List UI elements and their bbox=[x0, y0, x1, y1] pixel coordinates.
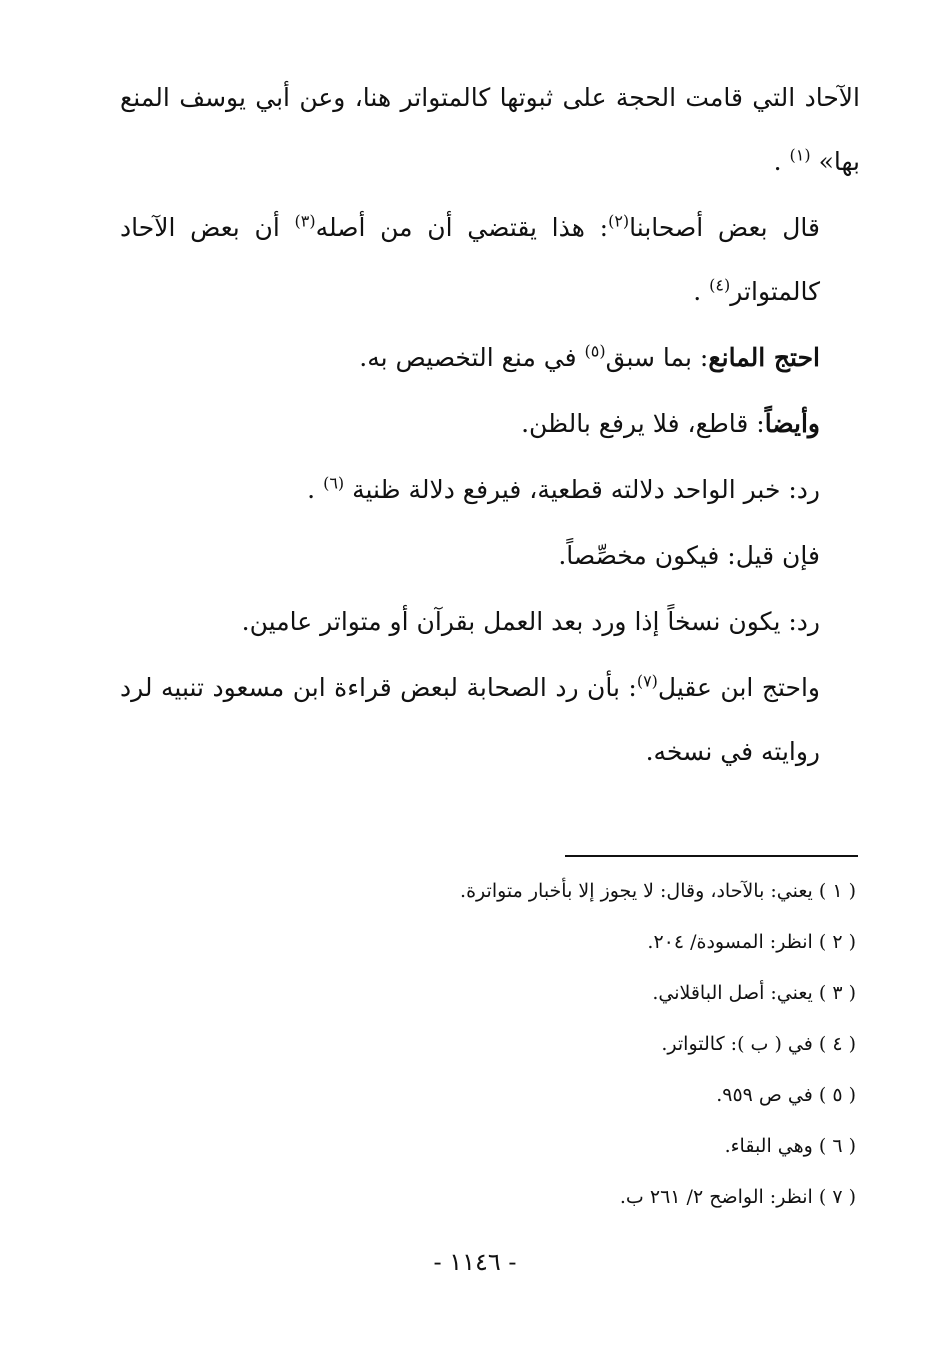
paragraph-8 bbox=[120, 656, 860, 784]
paragraph-3-text-b: في منع التخصيص به. bbox=[359, 343, 577, 372]
paragraph-4-heading: وأيضاً bbox=[764, 409, 820, 438]
footnote-ref-4: (٤) bbox=[709, 275, 731, 295]
paragraph-4-text: : قاطع، فلا يرفع بالظن. bbox=[521, 409, 765, 438]
footnote-ref-6: (٦) bbox=[323, 473, 345, 493]
paragraph-8-text-a: واحتج ابن عقيل bbox=[657, 673, 820, 702]
paragraph-5-text: رد: خبر الواحد دلالته قطعية، فيرفع دلالة ظنية bbox=[352, 475, 820, 504]
paragraph-3-heading: احتج المانع bbox=[708, 343, 820, 372]
footnote-ref-3: (٣) bbox=[294, 211, 316, 231]
footnote-2: ( ٢ ) انظر: المسودة/ ٢٠٤. bbox=[647, 931, 856, 953]
paragraph-6 bbox=[120, 524, 860, 588]
paragraph-7 bbox=[120, 590, 860, 654]
paragraph-2-end: . bbox=[693, 277, 702, 306]
body-text bbox=[120, 66, 860, 784]
footnote-ref-5: (٥) bbox=[584, 341, 606, 361]
footnote-separator bbox=[565, 855, 858, 857]
footnote-3: ( ٣ ) يعني: أصل الباقلاني. bbox=[652, 982, 856, 1004]
footnote-7: ( ٧ ) انظر: الواضح ٢/ ٢٦١ ب. bbox=[619, 1186, 856, 1208]
paragraph-5 bbox=[120, 458, 860, 522]
paragraph-3 bbox=[120, 326, 860, 390]
footnote-ref-2: (٢) bbox=[608, 211, 630, 231]
footnote-1: ( ١ ) يعني: بالآحاد، وقال: لا يجوز إلا بأخبار متواترة. bbox=[460, 880, 856, 902]
footnote-5: ( ٥ ) في ص ٩٥٩. bbox=[716, 1084, 856, 1106]
paragraph-7-text: رد: يكون نسخاً إذا ورد بعد العمل بقرآن أو متواتر عامين. bbox=[241, 607, 820, 636]
footnote-4: ( ٤ ) في ( ب ): كالتواتر. bbox=[661, 1033, 856, 1055]
paragraph-1 bbox=[120, 66, 860, 194]
paragraph-2 bbox=[120, 196, 860, 324]
footnote-ref-1: (١) bbox=[789, 145, 811, 165]
paragraph-2-text-b: : هذا يقتضي أن من أصله bbox=[315, 213, 609, 242]
paragraph-8-text-b: : بأن رد الصحابة لبعض قراءة ابن مسعود تنبيه لرد روايته في نسخه. bbox=[120, 673, 820, 766]
footnote-ref-7: (٧) bbox=[636, 671, 658, 691]
paragraph-2-text-c: أن بعض الآحاد كالمتواتر bbox=[120, 213, 820, 306]
footnote-6: ( ٦ ) وهي البقاء. bbox=[724, 1135, 856, 1157]
paragraph-5-end: . bbox=[307, 475, 316, 504]
paragraph-3-text-a: : بما سبق bbox=[605, 343, 709, 372]
paragraph-6-text: فإن قيل: فيكون مخصِّصاً. bbox=[558, 541, 820, 570]
footnotes bbox=[300, 866, 856, 1223]
page-number: - ١١٤٦ - bbox=[433, 1248, 517, 1276]
paragraph-1-text: الآحاد التي قامت الحجة على ثبوتها كالمتواتر هنا، وعن أبي يوسف المنع بها» bbox=[120, 83, 860, 176]
paragraph-1-end: . bbox=[773, 147, 782, 176]
paragraph-4 bbox=[120, 392, 860, 456]
paragraph-2-text-a: قال بعض أصحابنا bbox=[629, 213, 820, 242]
